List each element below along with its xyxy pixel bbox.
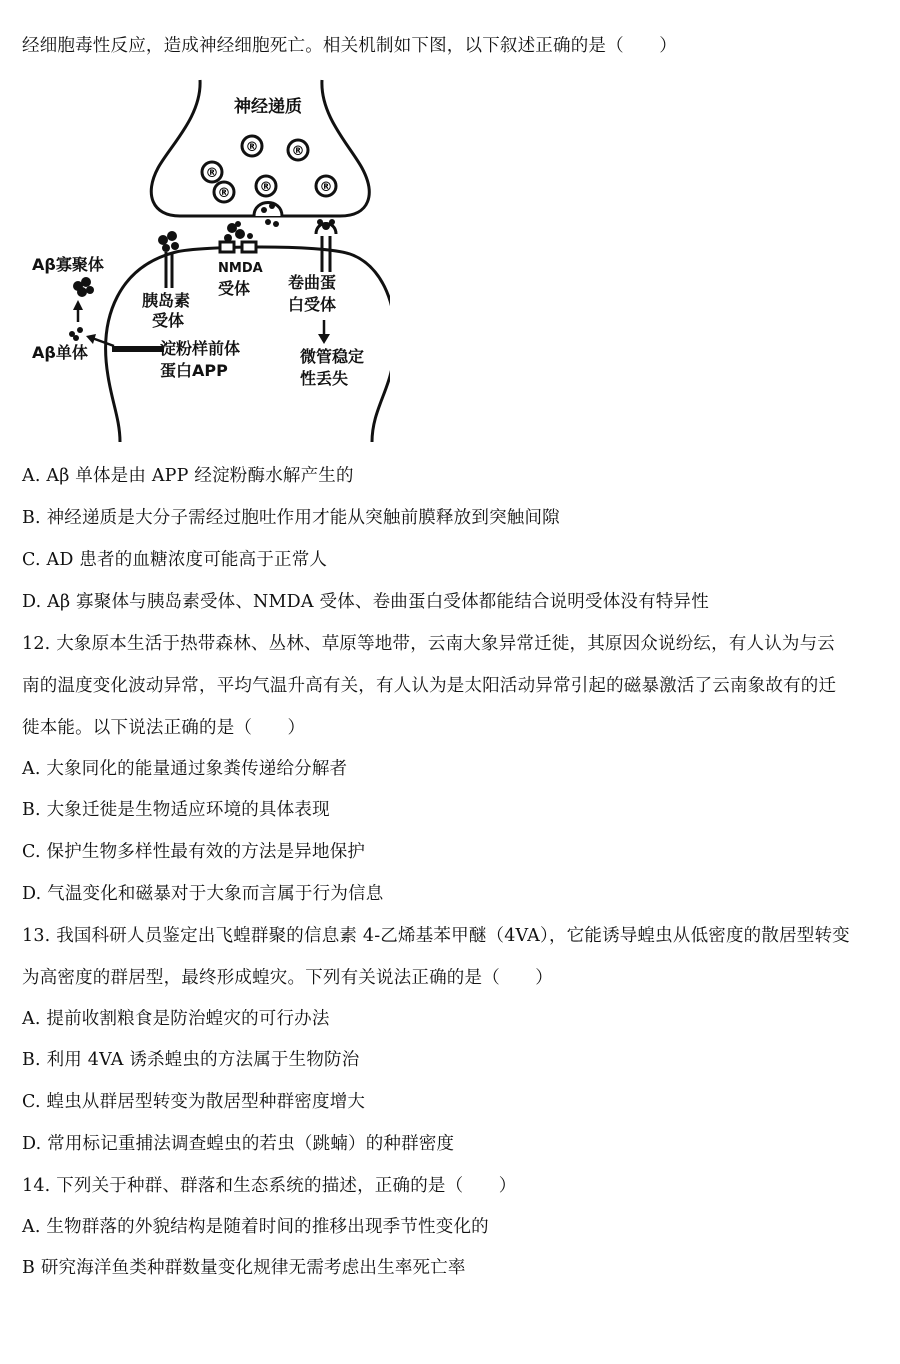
label-app-1: 淀粉样前体 [160,339,241,358]
svg-text:®: ® [205,166,219,181]
label-microtubule-1: 微管稳定 [300,347,365,366]
synapse-diagram-svg [20,76,390,442]
arrow-monomer-to-oligomer [73,300,83,322]
app-membrane-bar [112,346,164,352]
q12-option-a: A. 大象同化的能量通过象粪传递给分解者 [22,759,348,779]
q13-option-d: D. 常用标记重捕法调查蝗虫的若虫（跳蝻）的种群密度 [22,1134,455,1154]
q12-stem-line: 12. 大象原本生活于热带森林、丛林、草原等地带，云南大象异常迁徙，其原因众说纷纭，有人认为与云 [22,634,835,654]
label-insulin-receptor-1: 胰岛素 [142,291,191,310]
label-nmda-1: NMDA [218,261,263,276]
q11-option-c: C. AD 患者的血糖浓度可能高于正常人 [22,550,328,570]
vesicle [288,140,308,160]
label-abeta-oligomer: Aβ寡聚体 [32,255,104,274]
postsynaptic-cell [106,247,390,442]
vesicle [202,162,222,182]
synapse-diagram [20,76,390,442]
abeta-monomer-dots [69,327,83,341]
q13-option-b: B. 利用 4VA 诱杀蝗虫的方法属于生物防治 [22,1050,360,1070]
q12-stem-line: 南的温度变化波动异常，平均气温升高有关，有人认为是太阳活动异常引起的磁暴激活了云南象故有的迁 [22,676,837,696]
arrow-to-microtubule [318,320,330,344]
vesicle [242,136,262,156]
svg-text:®: ® [217,186,231,201]
q12-option-c: C. 保护生物多样性最有效的方法是异地保护 [22,842,366,862]
label-app-2: 蛋白APP [160,361,228,380]
q14-stem-line: 14. 下列关于种群、群落和生态系统的描述，正确的是（ ） [22,1176,517,1196]
insulin-receptor [158,231,179,288]
label-prion-receptor-2: 白受体 [288,295,337,314]
svg-text:®: ® [291,144,305,159]
q11-option-d: D. Aβ 寡聚体与胰岛素受体、NMDA 受体、卷曲蛋白受体都能结合说明受体没有特异性 [22,592,709,612]
svg-text:®: ® [259,180,273,195]
q11-option-a: A. Aβ 单体是由 APP 经淀粉酶水解产生的 [22,466,354,486]
q14-option-a: A. 生物群落的外貌结构是随着时间的推移出现季节性变化的 [22,1217,489,1237]
label-microtubule-2: 性丢失 [300,369,349,388]
q12-option-b: B. 大象迁徙是生物适应环境的具体表现 [22,800,330,820]
q13-stem-line: 为高密度的群居型，最终形成蝗灾。下列有关说法正确的是（ ） [22,968,553,988]
arrow-app-to-monomer [86,334,114,346]
q14-option-b: B 研究海洋鱼类种群数量变化规律无需考虑出生率死亡率 [22,1258,466,1278]
svg-text:®: ® [245,140,259,155]
label-prion-receptor-1: 卷曲蛋 [288,273,337,292]
label-neurotransmitter: 神经递质 [234,97,302,117]
exocytosis-vesicle [254,203,282,228]
prion-receptor [316,219,336,272]
q13-stem-line: 13. 我国科研人员鉴定出飞蝗群聚的信息素 4-乙烯基苯甲醚（4VA），它能诱导蝗虫从低密度的散居型转变 [22,926,850,946]
abeta-oligomer-cluster [73,277,94,297]
intro-line: 经细胞毒性反应，造成神经细胞死亡。相关机制如下图，以下叙述正确的是（ ） [22,36,677,56]
q11-option-b: B. 神经递质是大分子需经过胞吐作用才能从突触前膜释放到突触间隙 [22,508,560,528]
q13-option-a: A. 提前收割粮食是防治蝗灾的可行办法 [22,1009,330,1029]
q13-option-c: C. 蝗虫从群居型转变为散居型种群密度增大 [22,1092,366,1112]
vesicle [316,176,336,196]
label-insulin-receptor-2: 受体 [152,311,185,330]
svg-text:®: ® [319,180,333,195]
label-nmda-2: 受体 [218,279,251,298]
vesicle [214,182,234,202]
q12-option-d: D. 气温变化和磁暴对于大象而言属于行为信息 [22,884,384,904]
q12-stem-line: 徙本能。以下说法正确的是（ ） [22,718,306,738]
label-abeta-monomer: Aβ单体 [32,343,88,362]
vesicle [256,176,276,196]
